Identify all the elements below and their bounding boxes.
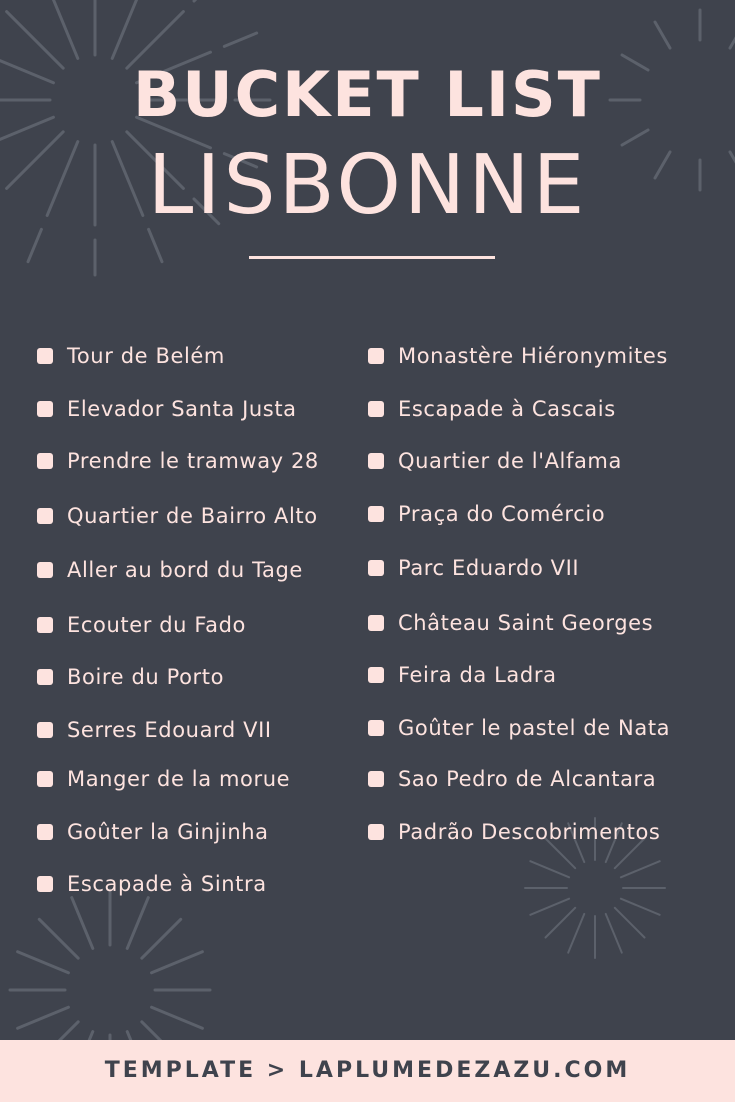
title-bucket-list: BUCKET LIST [133, 58, 602, 131]
footer-credit: TEMPLATE > LAPLUMEDEZAZU.COM [104, 1058, 631, 1083]
right-item-label: Monastère Hiéronymites [398, 344, 668, 368]
checkbox-icon [368, 506, 384, 522]
left-item-label: Escapade à Sintra [67, 872, 267, 896]
left-item-label: Quartier de Bairro Alto [67, 504, 318, 528]
checkbox-icon [37, 401, 53, 417]
checkbox-icon [368, 615, 384, 631]
checkbox-icon [368, 348, 384, 364]
checkbox-icon [37, 771, 53, 787]
checkbox-icon [368, 824, 384, 840]
right-item-label: Parc Eduardo VII [398, 556, 580, 580]
title-divider [249, 256, 495, 259]
right-item-label: Château Saint Georges [398, 611, 654, 635]
footer-banner [0, 1040, 735, 1102]
right-item-label: Escapade à Cascais [398, 397, 616, 421]
checkbox-icon [37, 348, 53, 364]
left-item-label: Goûter la Ginjinha [67, 820, 269, 844]
right-item-label: Praça do Comércio [398, 502, 606, 526]
checkbox-icon [368, 453, 384, 469]
left-item-label: Boire du Porto [67, 665, 225, 689]
right-item-label: Sao Pedro de Alcantara [398, 767, 657, 791]
left-item-label: Serres Edouard VII [67, 718, 272, 742]
checkbox-icon [368, 771, 384, 787]
checkbox-icon [37, 453, 53, 469]
left-item-label: Prendre le tramway 28 [67, 449, 319, 473]
checkbox-icon [368, 720, 384, 736]
checkbox-icon [368, 401, 384, 417]
checkbox-icon [37, 617, 53, 633]
title-city: LISBONNE [147, 138, 588, 233]
left-item-label: Ecouter du Fado [67, 613, 246, 637]
checkbox-icon [368, 667, 384, 683]
right-item-label: Goûter le pastel de Nata [398, 716, 671, 740]
checkbox-icon [37, 669, 53, 685]
left-item-label: Aller au bord du Tage [67, 558, 303, 582]
left-item-label: Manger de la morue [67, 767, 291, 791]
right-item-label: Quartier de l'Alfama [398, 449, 622, 473]
checkbox-icon [37, 824, 53, 840]
checkbox-icon [37, 508, 53, 524]
left-item-label: Tour de Belém [67, 344, 225, 368]
checkbox-icon [368, 560, 384, 576]
left-item-label: Elevador Santa Justa [67, 397, 297, 421]
checkbox-icon [37, 876, 53, 892]
right-item-label: Padrão Descobrimentos [398, 820, 661, 844]
checkbox-icon [37, 562, 53, 578]
checkbox-icon [37, 722, 53, 738]
right-item-label: Feira da Ladra [398, 663, 557, 687]
